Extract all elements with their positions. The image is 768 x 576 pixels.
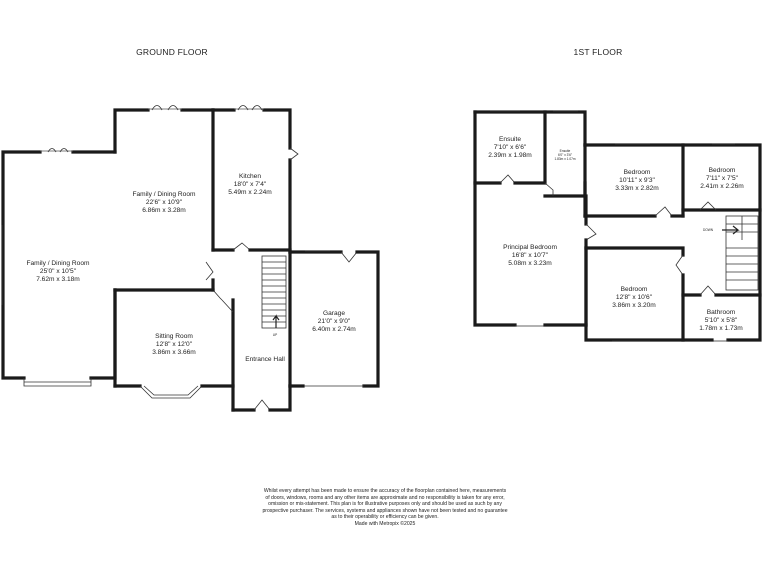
room-label-sitting: Sitting Room <box>155 333 193 340</box>
room-label-bedroom-mid: Bedroom <box>623 169 651 176</box>
room-dims-family-right-imperial: 22'6" x 10'9" <box>145 199 183 206</box>
sitting-bay-window <box>140 386 202 398</box>
room-dims-ensuite-small-imperial: 6'0" x 3'6" <box>558 153 572 157</box>
room-label-garage: Garage <box>323 310 345 317</box>
room-label-family-left: Family / Dining Room <box>26 260 90 267</box>
room-label-ensuite-small: Ensuite <box>559 149 571 153</box>
disclaimer-line: omission or mis-statement. This plan is for illustrative purposes only and should be used as such by any <box>268 501 502 508</box>
stair-label-down: DOWN <box>702 228 714 232</box>
down-arrow-icon <box>722 226 738 234</box>
room-dims-bedroom-lower-metric: 3.86m x 3.20m <box>612 302 656 309</box>
room-dims-family-left-metric: 7.62m x 3.18m <box>36 276 80 283</box>
room-label-family-right: Family / Dining Room <box>132 191 196 198</box>
disclaimer-credit: Made with Metropix ©2025 <box>354 520 416 527</box>
room-label-kitchen: Kitchen <box>239 173 261 180</box>
room-label-bathroom: Bathroom <box>706 309 736 316</box>
room-dims-family-right-metric: 6.86m x 3.28m <box>142 207 186 214</box>
disclaimer-line: Whilst every attempt has been made to ensure the accuracy of the floorplan contained here, measurements <box>263 488 507 494</box>
room-dims-kitchen-imperial: 18'0" x 7'4" <box>233 181 267 188</box>
room-dims-ensuite-small-metric: 1.83m x 1.07m <box>554 157 576 161</box>
room-dims-principal-imperial: 16'8" x 10'7" <box>511 252 549 259</box>
room-dims-bedroom-right-metric: 2.41m x 2.26m <box>700 183 744 190</box>
room-dims-ensuite-imperial: 7'10" x 6'6" <box>493 144 527 151</box>
room-dims-bathroom-metric: 1.78m x 1.73m <box>699 325 743 332</box>
room-label-entrance-hall: Entrance Hall <box>245 356 285 363</box>
ground-floor-plan <box>2 106 378 411</box>
disclaimer-line: as to their operability or efficiency can be given. <box>331 514 439 521</box>
room-dims-family-left-imperial: 25'0" x 10'5" <box>39 268 77 275</box>
disclaimer-line: of doors, windows, rooms and any other items are approximate and no responsibility is taken for any error, <box>265 494 505 501</box>
first-floor-stair-treads <box>726 216 758 280</box>
room-dims-ensuite-metric: 2.39m x 1.98m <box>488 152 532 159</box>
disclaimer <box>230 488 540 528</box>
room-dims-bathroom-imperial: 5'10" x 5'8" <box>704 317 738 324</box>
room-dims-sitting-imperial: 12'8" x 12'0" <box>155 341 193 348</box>
room-dims-bedroom-lower-imperial: 12'8" x 10'6" <box>615 294 653 301</box>
room-dims-garage-imperial: 21'0" x 9'0" <box>317 318 351 325</box>
room-dims-kitchen-metric: 5.49m x 2.24m <box>228 189 272 196</box>
room-label-principal: Principal Bedroom <box>503 244 557 251</box>
room-label-ensuite: Ensuite <box>499 136 521 143</box>
room-dims-bedroom-right-imperial: 7'11" x 7'5" <box>705 175 739 182</box>
room-label-bedroom-lower: Bedroom <box>620 286 648 293</box>
room-dims-bedroom-mid-imperial: 10'11" x 9'3" <box>619 177 655 184</box>
stair-label-up: UP <box>272 333 278 337</box>
room-dims-principal-metric: 5.08m x 3.23m <box>508 260 552 267</box>
room-dims-bedroom-mid-metric: 3.33m x 2.82m <box>615 185 659 192</box>
room-dims-garage-metric: 6.40m x 2.74m <box>312 326 356 333</box>
disclaimer-line: prospective purchaser. The services, systems and appliances shown have not been tested and no guarantee <box>262 507 508 514</box>
room-dims-sitting-metric: 3.86m x 3.66m <box>152 349 196 356</box>
first-floor-title: 1ST FLOOR <box>573 47 623 57</box>
stair-treads <box>262 262 286 322</box>
ground-floor-title: GROUND FLOOR <box>136 47 208 57</box>
room-label-bedroom-right: Bedroom <box>708 167 736 174</box>
